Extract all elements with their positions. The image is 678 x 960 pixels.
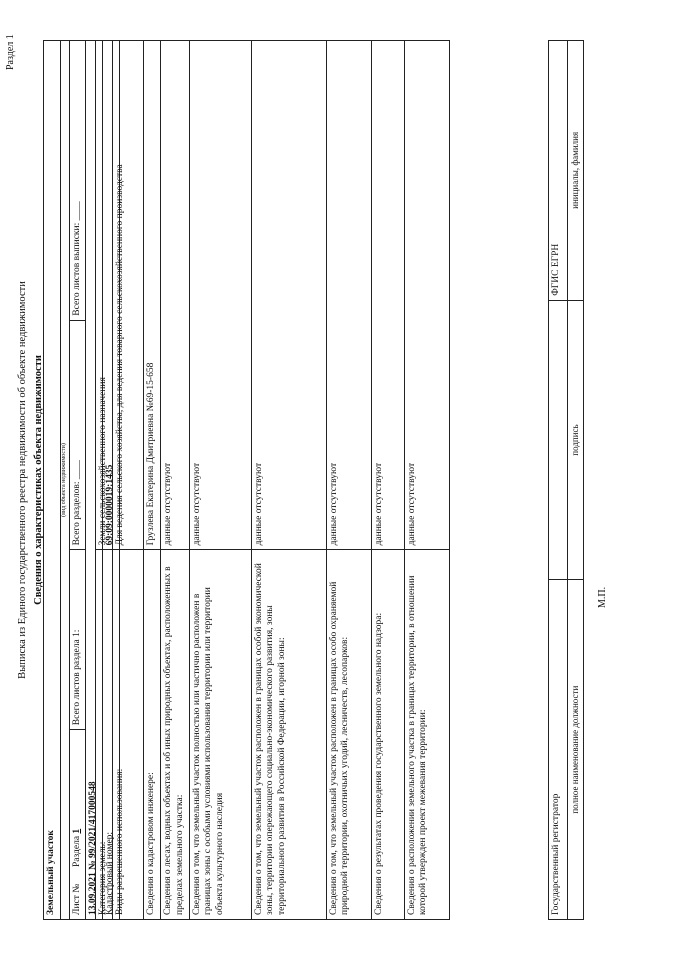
row-label: Виды разрешенного использования: — [112, 550, 143, 920]
sheets-in-section-cell — [69, 550, 86, 730]
row-label: Сведения о том, что земельный участок расположен в границах особой экономической зоны, территории опережающего социально-экономического развития, зоны территориального развития в Российской Федерации, игорной зоны: — [251, 550, 326, 920]
stamp-place: М.П. — [597, 586, 608, 608]
signature-field — [549, 300, 568, 580]
row-label: Сведения о кадастровом инженере: — [143, 550, 160, 920]
sheets-in-section-label: Всего листов раздела 1: — [71, 629, 82, 726]
row-value: данные отсутствуют — [326, 41, 371, 550]
row-label: Сведения о лесах, водных объектах и об иных природных объектах, расположенных в пределах земельного участка: — [160, 550, 189, 920]
row-label: Сведения о расположении земельного участка в границах территории, в отношении которой утвержден проект межевания территории: — [404, 550, 449, 920]
signature-caption: подпись — [568, 300, 584, 580]
characteristics-table — [95, 40, 450, 920]
row-label: Сведения о результатах проведения государственного земельного надзора: — [371, 550, 404, 920]
row-value: Грузлева Екатерина Дмитриевна №69-15-658 — [143, 41, 160, 550]
table-row — [112, 41, 143, 920]
row-value: данные отсутствуют — [160, 41, 189, 550]
cadastral-label: Кадастровый номер: — [103, 550, 120, 920]
object-type: Земельный участок — [44, 41, 61, 920]
table-row — [143, 41, 160, 920]
row-value: Для ведения сельского хозяйства, для ведения товарного сельскохозяйственного производства — [112, 41, 143, 550]
table-row — [404, 41, 449, 920]
section-label: Раздела — [71, 835, 82, 868]
signature-table — [548, 40, 584, 920]
registrar-title: Государственный регистратор — [549, 580, 568, 920]
section-number: 1 — [71, 828, 82, 834]
document-title: Выписка из Единого государственного реестра недвижимости об объекте недвижимости — [17, 281, 28, 679]
position-caption: полное наименование должности — [568, 580, 584, 920]
table-row — [189, 41, 251, 920]
row-label: Сведения о том, что земельный участок полностью или частично расположен в границах зоны с особыми условиями использования территории или территории объекта культурного наследия — [189, 550, 251, 920]
document-subtitle: Сведения о характеристиках объекта недвижимости — [33, 355, 44, 605]
total-sections-label: Всего разделов: — [71, 481, 82, 546]
cadastral-value: 69:09:0000019:1435 — [103, 41, 120, 550]
total-sheets-label: Всего листов выписки: — [71, 222, 82, 316]
row-value: данные отсутствуют — [189, 41, 251, 550]
total-sections-cell: Всего разделов: ____ — [69, 320, 86, 550]
name-caption: инициалы, фамилия — [568, 41, 584, 301]
section-marker: Раздел 1 — [5, 34, 16, 70]
table-row — [371, 41, 404, 920]
row-label: Сведения о том, что земельный участок расположен в границах особо охраняемой природной территории, охотничьих угодий, лесничеств, лесопарков: — [326, 550, 371, 920]
row-value: данные отсутствуют — [371, 41, 404, 550]
table-row — [326, 41, 371, 920]
system-name: ФГИС ЕГРН — [549, 41, 568, 301]
row-value: Земли сельскохозяйственного назначения — [96, 41, 113, 550]
date-number: 13.09.2021 № 99/2021/417000548 — [86, 41, 103, 920]
table-row — [96, 41, 113, 920]
row-label: Категория земель: — [96, 550, 113, 920]
total-sheets-cell: Всего листов выписки: ____ — [69, 41, 86, 321]
table-row — [160, 41, 189, 920]
object-type-caption: (вид объекта недвижимости) — [61, 41, 70, 920]
table-row — [251, 41, 326, 920]
row-value: данные отсутствуют — [404, 41, 449, 550]
row-value: данные отсутствуют — [251, 41, 326, 550]
sheet-number-cell — [69, 730, 86, 920]
sheet-label: Лист № — [71, 883, 82, 915]
